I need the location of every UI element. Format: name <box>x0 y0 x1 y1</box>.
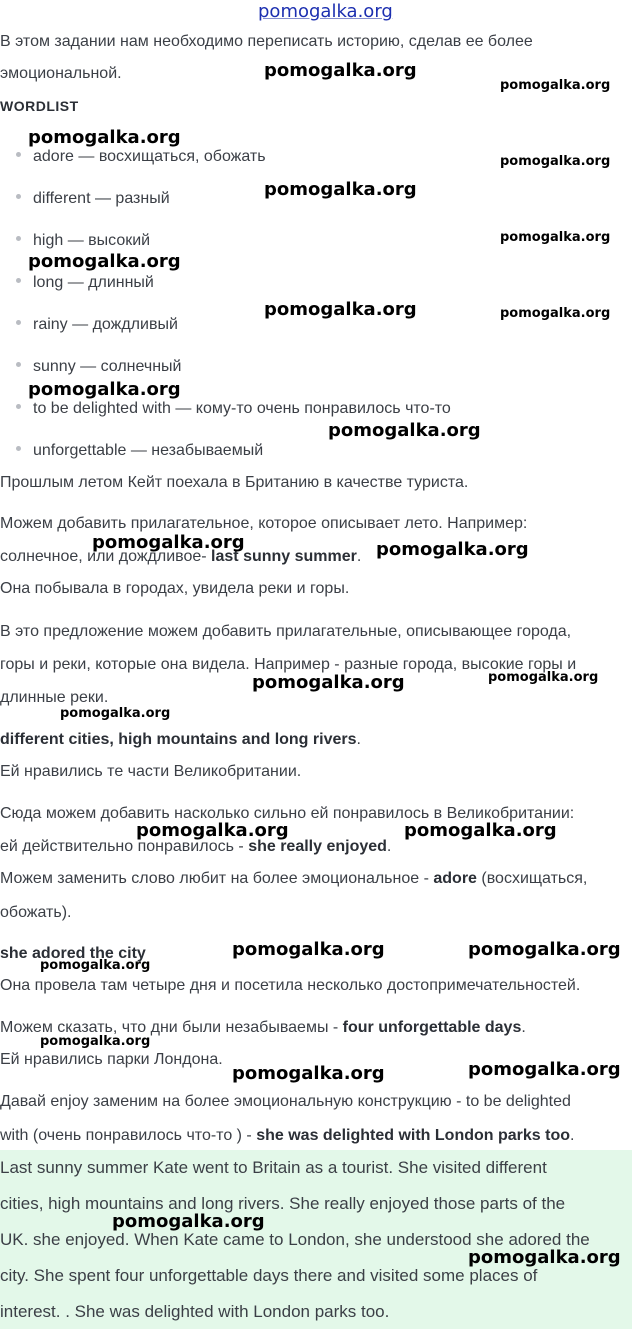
watermark: pomogalka.org <box>404 820 557 841</box>
answer-line-5: interest. . She was delighted with London parks too. <box>0 1302 390 1321</box>
watermark: pomogalka.org <box>500 306 611 321</box>
paragraph-7-line-2: обожать). <box>0 904 72 921</box>
watermark: pomogalka.org <box>264 179 417 200</box>
watermark: pomogalka.org <box>40 1034 151 1049</box>
paragraph-12-line-2: with (очень понравилось что-то ) - she was delighted with London parks too. <box>0 1127 575 1144</box>
watermark: pomogalka.org <box>468 1059 621 1080</box>
paragraph-12-line-1: Давай enjoy заменим на более эмоциональную конструкцию - to be delighted <box>0 1093 571 1110</box>
paragraph-5: Ей нравились те части Великобритании. <box>0 763 302 780</box>
paragraph-6-line-2: ей действительно понравилось - she really enjoyed. <box>0 838 392 855</box>
watermark: pomogalka.org <box>500 230 611 245</box>
watermark: pomogalka.org <box>136 820 289 841</box>
wordlist-item: adore — восхищаться, обожать <box>16 147 266 167</box>
watermark: pomogalka.org <box>92 532 245 553</box>
paragraph-9: Она провела там четыре дня и посетила несколько достопримечательностей. <box>0 977 581 994</box>
bullet-icon <box>16 236 21 241</box>
wordlist-item: high — высокий <box>16 231 150 251</box>
paragraph-1: Прошлым летом Кейт поехала в Британию в качестве туриста. <box>0 474 469 491</box>
watermark: pomogalka.org <box>500 78 611 93</box>
watermark: pomogalka.org <box>264 60 417 81</box>
intro-line-1: В этом задании нам необходимо переписать историю, сделав ее более <box>0 33 533 50</box>
watermark: pomogalka.org <box>232 939 385 960</box>
bullet-icon <box>16 320 21 325</box>
paragraph-4-line-3: длинные реки. <box>0 689 109 706</box>
bullet-icon <box>16 446 21 451</box>
wordlist-item: rainy — дождливый <box>16 315 178 335</box>
paragraph-3: Она побывала в городах, увидела реки и горы. <box>0 580 350 597</box>
watermark: pomogalka.org <box>28 379 181 400</box>
paragraph-4-line-2: горы и реки, которые она видела. Например - разные города, высокие горы и <box>0 656 577 673</box>
watermark: pomogalka.org <box>28 127 181 148</box>
intro-line-2: эмоциональной. <box>0 65 122 82</box>
highlight-phrase: adore <box>433 870 477 887</box>
watermark: pomogalka.org <box>232 1063 385 1084</box>
watermark: pomogalka.org <box>60 706 171 721</box>
bullet-icon <box>16 404 21 409</box>
wordlist-item: sunny — солнечный <box>16 357 181 377</box>
watermark: pomogalka.org <box>468 1247 621 1268</box>
bullet-icon <box>16 194 21 199</box>
answer-line-4: city. She spent four unforgettable days there and visited some places of <box>0 1266 538 1285</box>
watermark: pomogalka.org <box>40 958 151 973</box>
wordlist-heading: WORDLIST <box>0 98 79 114</box>
watermark: pomogalka.org <box>488 670 599 685</box>
paragraph-6-line-1: Сюда можем добавить насколько сильно ей понравилось в Великобритании: <box>0 805 575 822</box>
watermark: pomogalka.org <box>112 1211 265 1232</box>
watermark: pomogalka.org <box>500 154 611 169</box>
answer-line-3: UK. she enjoyed. When Kate came to London, she understood she adored the <box>0 1230 590 1249</box>
bullet-icon <box>16 152 21 157</box>
watermark: pomogalka.org <box>28 251 181 272</box>
wordlist-item: unforgettable — незабываемый <box>16 441 263 461</box>
bullet-icon <box>16 362 21 367</box>
paragraph-4-line-1: В это предложение можем добавить прилагательные, описывающее города, <box>0 623 572 640</box>
wordlist-item: to be delighted with — кому-то очень понравилось что-то <box>16 399 451 419</box>
header-watermark: pomogalka.org <box>258 1 393 22</box>
paragraph-2-line-2: солнечное, или дождливое- last sunny summer. <box>0 548 362 565</box>
paragraph-11: Ей нравились парки Лондона. <box>0 1051 223 1068</box>
paragraph-2-line-1: Можем добавить прилагательное, которое описывает лето. Например: <box>0 515 528 532</box>
highlight-phrase: she was delighted with London parks too <box>256 1127 570 1144</box>
paragraph-8-bold: she adored the city <box>0 945 146 962</box>
watermark: pomogalka.org <box>252 672 405 693</box>
answer-line-1: Last sunny summer Kate went to Britain as a tourist. She visited different <box>0 1158 547 1177</box>
watermark: pomogalka.org <box>264 299 417 320</box>
highlight-phrase: four unforgettable days <box>342 1019 522 1036</box>
paragraph-7-line-1: Можем заменить слово любит на более эмоциональное - adore (восхищаться, <box>0 870 588 887</box>
answer-line-2: cities, high mountains and long rivers. She really enjoyed those parts of the <box>0 1194 566 1213</box>
watermark: pomogalka.org <box>376 539 529 560</box>
highlight-phrase: she really enjoyed <box>248 838 387 855</box>
watermark: pomogalka.org <box>328 420 481 441</box>
paragraph-4-bold: different cities, high mountains and long rivers. <box>0 731 361 748</box>
paragraph-10: Можем сказать, что дни были незабываемы - four unforgettable days. <box>0 1019 526 1036</box>
wordlist-item: long — длинный <box>16 273 154 293</box>
highlight-phrase: last sunny summer <box>211 548 357 565</box>
watermark: pomogalka.org <box>468 939 621 960</box>
wordlist-item: different — разный <box>16 189 170 209</box>
bullet-icon <box>16 278 21 283</box>
highlight-phrase: different cities, high mountains and long rivers <box>0 731 357 748</box>
